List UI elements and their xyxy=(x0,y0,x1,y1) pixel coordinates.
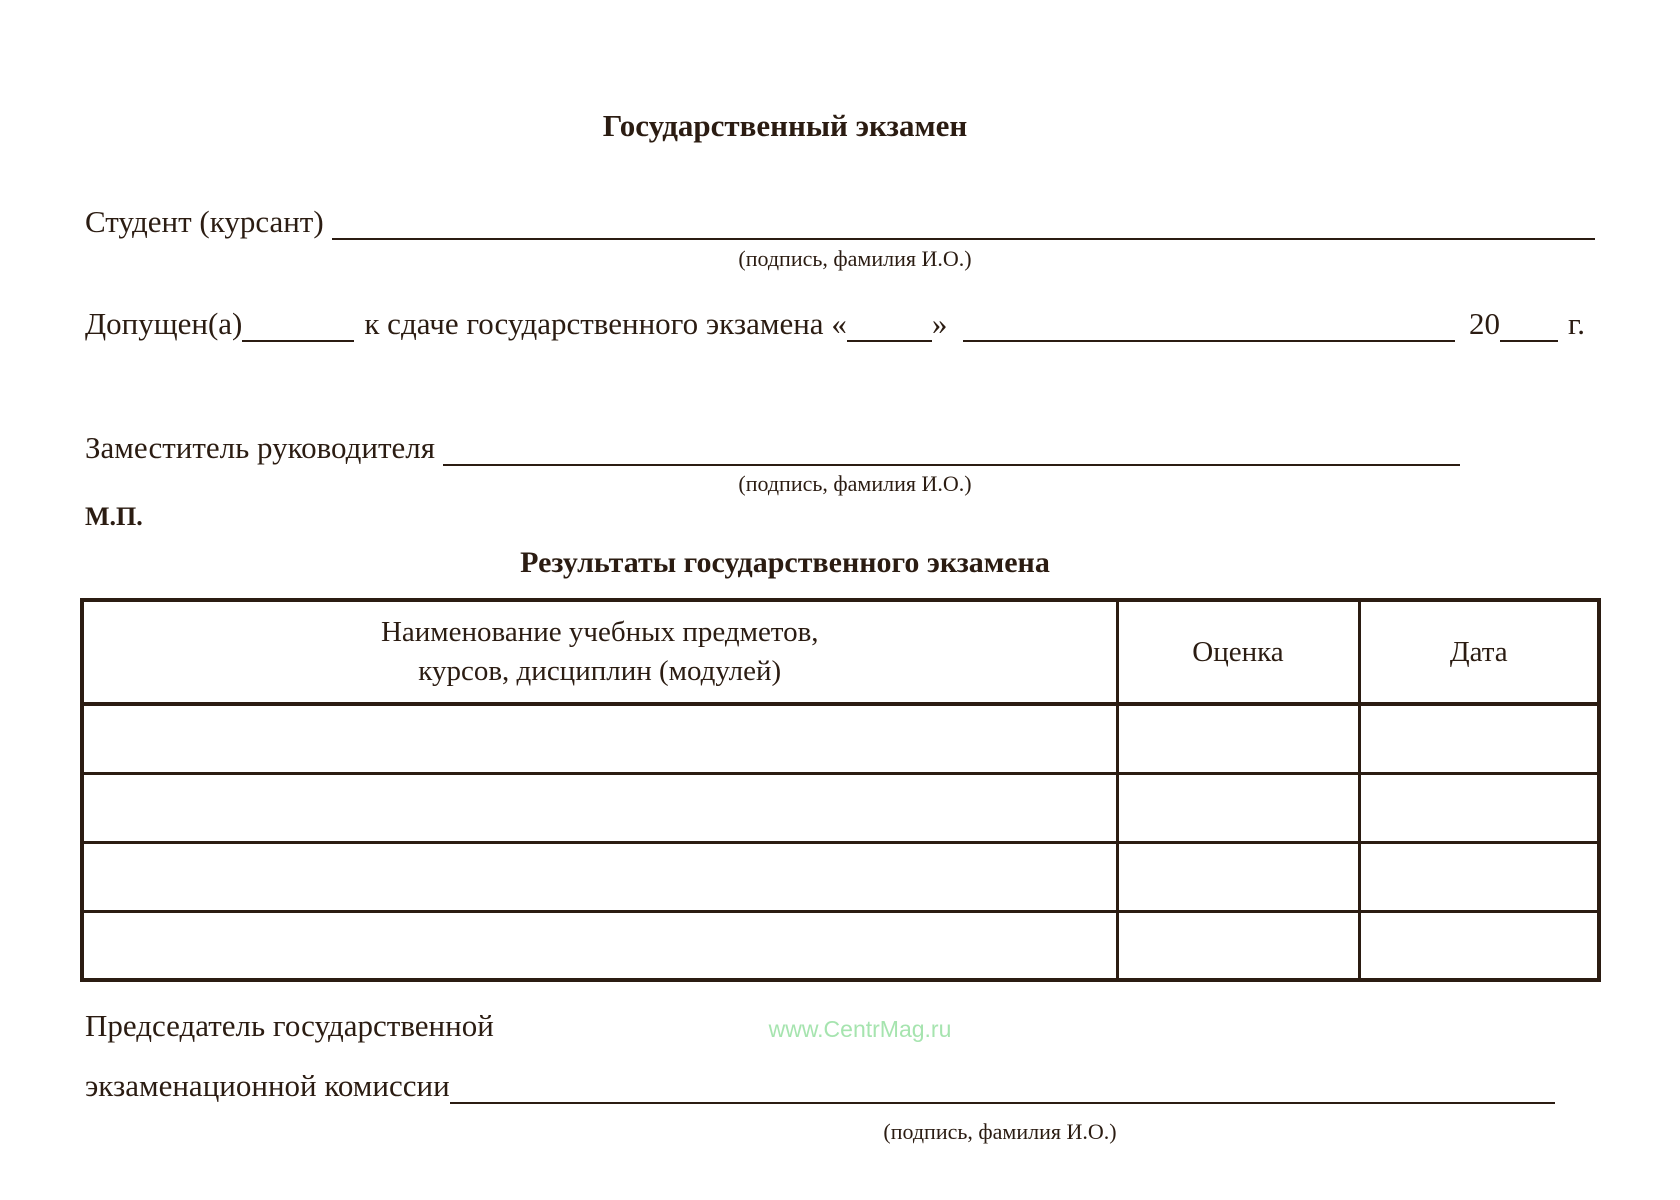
admitted-middle-text: к сдаче государственного экзамена « xyxy=(364,306,847,341)
column-header-subjects-line2: курсов, дисциплин (модулей) xyxy=(418,655,782,687)
table-cell-empty xyxy=(82,842,1117,911)
admitted-year-line xyxy=(1500,306,1558,342)
table-row xyxy=(82,773,1599,842)
deputy-label: Заместитель руководителя xyxy=(85,430,436,465)
deputy-signature-line xyxy=(443,430,1460,466)
admitted-day-line xyxy=(847,306,932,342)
table-cell-empty xyxy=(1117,911,1359,980)
student-signature-line xyxy=(332,204,1595,240)
table-cell-empty xyxy=(1117,773,1359,842)
table-cell-empty xyxy=(1359,704,1599,773)
column-header-subjects-line1: Наименование учебных предметов, xyxy=(380,615,819,648)
table-cell-empty xyxy=(1117,704,1359,773)
chairman-signature-line xyxy=(450,1068,1555,1104)
admitted-label: Допущен(а) xyxy=(85,306,243,341)
table-row xyxy=(82,704,1599,773)
signature-caption-3: (подпись, фамилия И.О.) xyxy=(883,1119,1117,1144)
table-cell-empty xyxy=(1359,911,1599,980)
chairman-row xyxy=(85,1068,1555,1104)
column-header-date: Дата xyxy=(1359,600,1599,704)
column-header-grade: Оценка xyxy=(1117,600,1359,704)
admitted-year-prefix: 20 xyxy=(1469,306,1501,341)
admitted-month-line xyxy=(963,306,1455,342)
table-row xyxy=(82,911,1599,980)
table-row xyxy=(82,842,1599,911)
table-cell-empty xyxy=(82,704,1117,773)
table-cell-empty xyxy=(1117,842,1359,911)
signature-caption-1: (подпись, фамилия И.О.) xyxy=(738,246,972,271)
admitted-blank-line xyxy=(242,306,354,342)
admitted-year-suffix: г. xyxy=(1568,306,1585,341)
signature-caption-2: (подпись, фамилия И.О.) xyxy=(738,471,972,496)
results-table xyxy=(80,598,1601,982)
chairman-label-line1: Председатель государственной xyxy=(85,1008,494,1043)
page-title: Государственный экзамен xyxy=(602,108,968,143)
deputy-row xyxy=(85,430,1460,466)
chairman-label-line2: экзаменационной комиссии xyxy=(85,1068,450,1103)
stamp-label: М.П. xyxy=(85,502,143,531)
student-label: Студент (курсант) xyxy=(85,204,324,239)
admitted-row xyxy=(85,306,1585,342)
admitted-quote-close: » xyxy=(931,306,948,341)
table-cell-empty xyxy=(1359,773,1599,842)
table-cell-empty xyxy=(1359,842,1599,911)
watermark: www.CentrMag.ru xyxy=(768,1016,952,1042)
results-header-row xyxy=(82,600,1599,704)
results-title: Результаты государственного экзамена xyxy=(520,546,1050,579)
column-header-subjects xyxy=(82,600,1117,704)
table-cell-empty xyxy=(82,911,1117,980)
table-cell-empty xyxy=(82,773,1117,842)
student-row xyxy=(85,204,1595,240)
